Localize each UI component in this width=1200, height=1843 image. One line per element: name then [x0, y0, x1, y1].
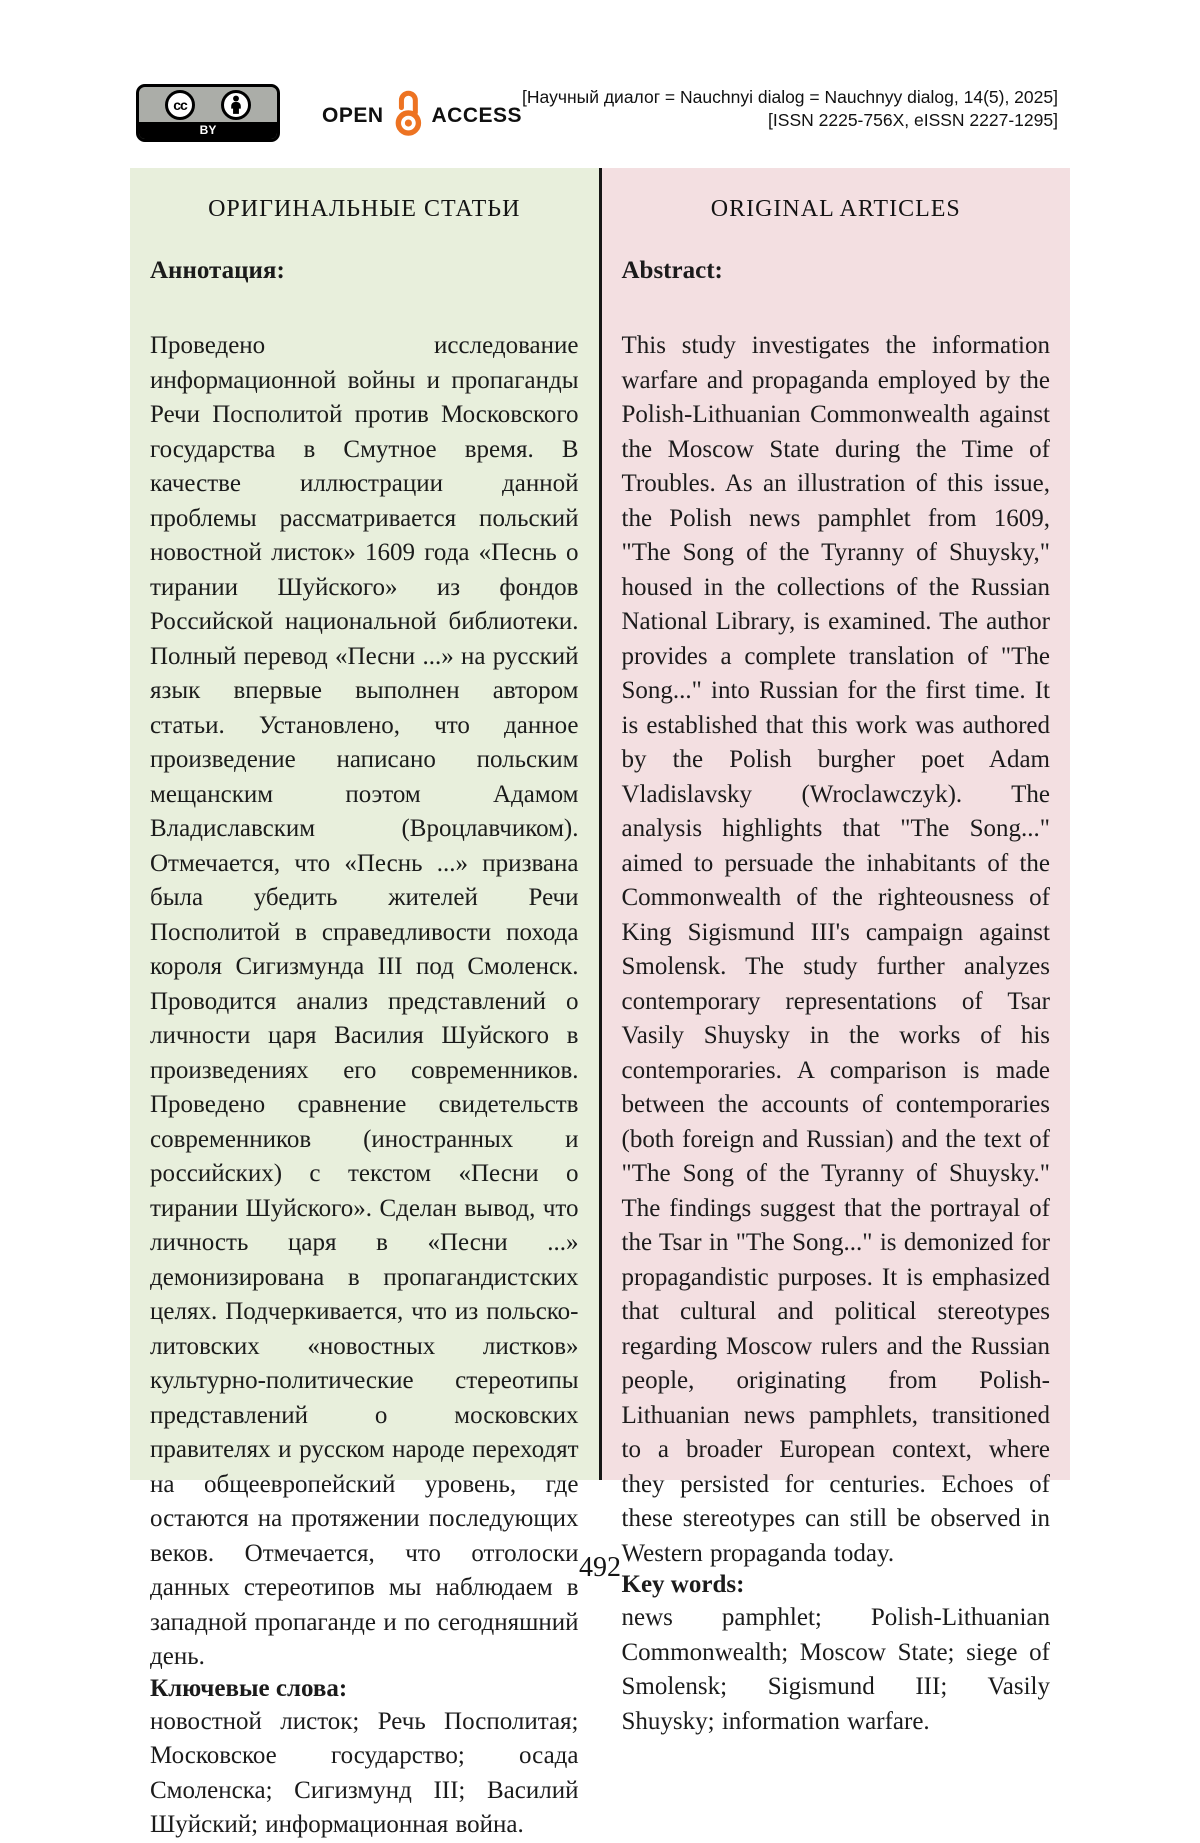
- annotation-text: Проведено исследование информационной войны и пропаганды Речи Посполитой против Московского государства в Смутное время. В качестве иллюстрации данной проблемы рассматривается польский новостной листок» 1609 года «Песнь о тирании Шуйского» из фондов Российской национальной библиотеки. Полный перевод «Песни ...» на русский язык впервые выполнен автором статьи. Установлено, что данное произведение написано польским мещанским поэтом Адамом Владиславским (Вроцлавчиком). Отмечается, что «Песнь ...» призвана была убедить жителей Речи Посполитой в справедливости похода короля Сигизмунда III под Смоленск. Проводится анализ представлений о личности царя Василия Шуйского в произведениях его современников. Проведено сравнение свидетельств современников (иностранных и российских) с текстом «Песни о тирании Шуйского». Сделан вывод, что личность царя в «Песни ...» демонизирована в пропагандистских целях. Подчеркивается, что из польско-литовских «новостных листков» культурно-политические стереотипы представлений о московских правителях и русском народе переходят на общеевропейский уровень, где остаются на протяжении последующих веков. Отмечается, что отголоски данных стереотипов мы наблюдаем в западной пропаганде и по сегодняшний день.: [150, 332, 579, 1670]
- keywords-text-russian: новостной листок; Речь Посполитая; Московское государство; осада Смоленска; Сигизмунд III; Василий Шуйский; информационная война.: [150, 1707, 579, 1838]
- page-header: [136, 84, 1058, 142]
- keywords-label-english: Key words:: [621, 1571, 745, 1598]
- section-header-english: ORIGINAL ARTICLES: [710, 196, 961, 222]
- citation-line-2: [ISSN 2225-756X, eISSN 2227-1295]: [768, 110, 1058, 130]
- cc-icon-label: cc: [173, 96, 187, 113]
- journal-citation: [522, 86, 1058, 132]
- cc-icon: [165, 90, 195, 120]
- keywords-text-english: news pamphlet; Polish-Lithuanian Commonwealth; Moscow State; siege of Smolensk; Sigismund III; Vasily Shuysky; information warfare.: [621, 1604, 1050, 1735]
- keywords-block-english: [622, 1571, 1051, 1739]
- cc-by-label: BY: [139, 122, 277, 139]
- open-lock-icon: [391, 86, 425, 140]
- section-header-russian: ОРИГИНАЛЬНЫЕ СТАТЬИ: [208, 196, 521, 222]
- cc-badge-icons: [139, 87, 277, 122]
- column-russian: [130, 168, 599, 1838]
- abstract-text: This study investigates the information warfare and propaganda employed by the Polish-Lithuanian Commonwealth against the Moscow State during the Time of Troubles. As an illustration of this issue, the Polish news pamphlet from 1609, "The Song of the Tyranny of Shuysky," housed in the collections of the Russian National Library, is examined. The author provides a complete translation of "The Song..." into Russian for the first time. It is established that this work was authored by the Polish burgher poet Adam Vladislavsky (Wroclawczyk). The analysis highlights that "The Song..." aimed to persuade the inhabitants of the Commonwealth of the righteousness of King Sigismund III's campaign against Smolensk. The study further analyzes contemporary representations of Tsar Vasily Shuysky in the works of his contemporaries. A comparison is made between the accounts of contemporaries (both foreign and Russian) and the text of "The Song of the Tyranny of Shuysky." The findings suggest that the portrayal of the Tsar in "The Song..." is demonized for propagandistic purposes. It is emphasized that cultural and political stereotypes regarding Moscow rulers and the Russian people, originating from Polish-Lithuanian news pamphlets, transitioned to a broader European context, where they persisted for centuries. Echoes of these stereotypes can still be observed in Western propaganda today.: [621, 332, 1050, 1567]
- annotation-label: Аннотация:: [150, 257, 285, 284]
- person-icon: [221, 90, 251, 120]
- open-access-open-label: OPEN: [322, 104, 384, 127]
- abstract-label: Abstract:: [621, 257, 723, 284]
- cc-by-license-badge: [136, 84, 280, 142]
- citation-line-1: [Научный диалог = Nauchnyi dialog = Nauchnyy dialog, 14(5), 2025]: [522, 87, 1058, 107]
- keywords-label-russian: Ключевые слова:: [150, 1674, 348, 1702]
- keywords-block-russian: [150, 1675, 579, 1843]
- open-access-access-label: ACCESS: [431, 104, 523, 127]
- page-number: 492: [579, 1552, 621, 1583]
- open-access-logo: [322, 92, 522, 140]
- column-english: [602, 168, 1071, 1735]
